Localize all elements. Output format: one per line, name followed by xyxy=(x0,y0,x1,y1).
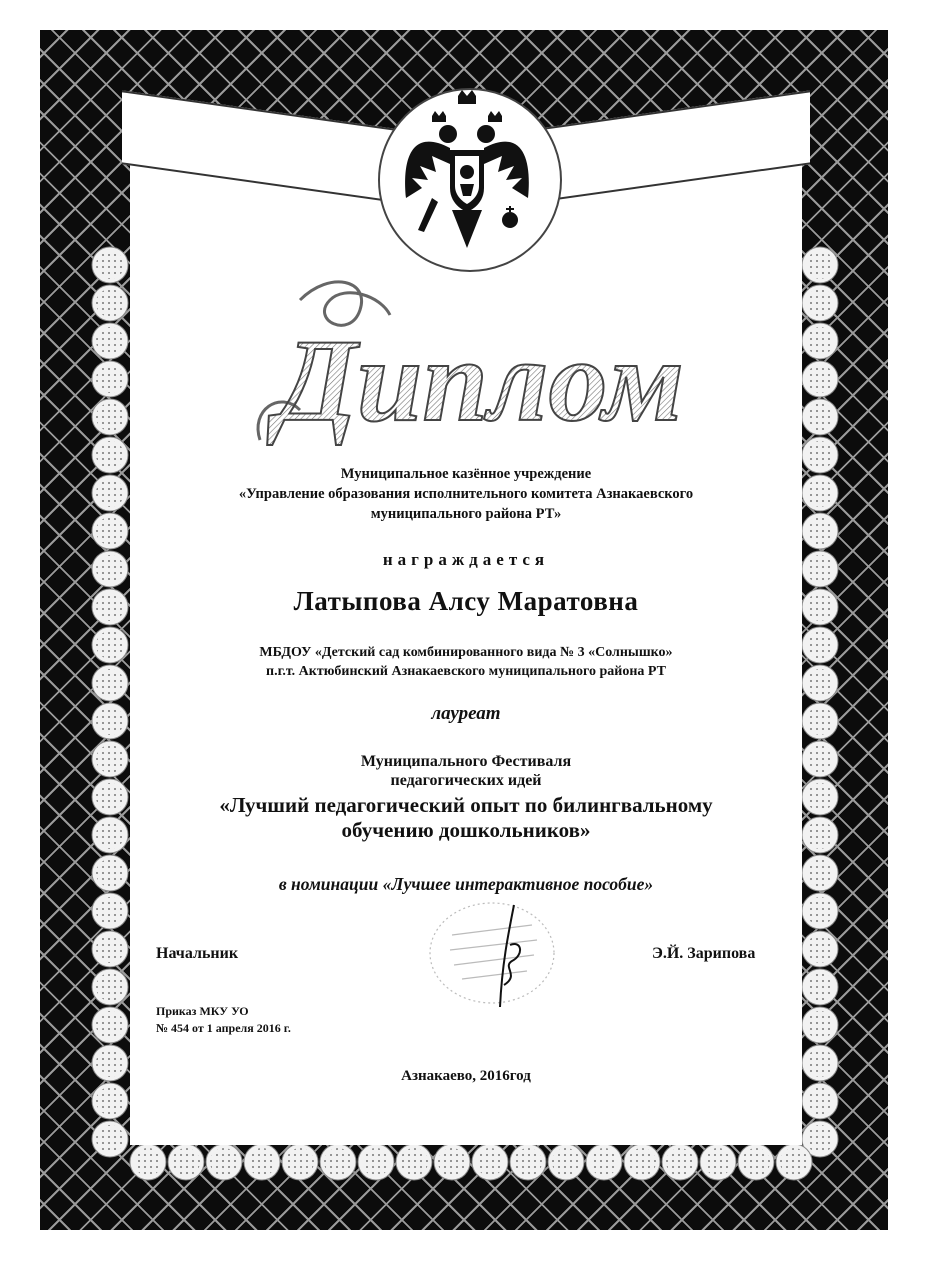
nomination: в номинации «Лучшее интерактивное пособие» xyxy=(278,874,654,894)
border-bead-pattern xyxy=(134,1148,162,1176)
border-bead-pattern xyxy=(806,897,834,925)
border-bead-pattern xyxy=(96,479,124,507)
border-bead-pattern xyxy=(806,365,834,393)
organization-line: «Управление образования исполнительного комитета Азнакаевского xyxy=(238,486,694,502)
border-bead-pattern xyxy=(96,897,124,925)
border-bead-pattern xyxy=(628,1148,656,1176)
border-bead-pattern xyxy=(806,251,834,279)
festival-line: педагогических идей xyxy=(390,772,542,789)
border-bead-pattern xyxy=(806,593,834,621)
border-bead-pattern xyxy=(96,1087,124,1115)
festival-block xyxy=(130,752,802,790)
border-bead-pattern xyxy=(806,935,834,963)
border-bead-pattern xyxy=(806,783,834,811)
border-bead-pattern xyxy=(96,973,124,1001)
festival-title-line: «Лучший педагогический опыт по билингвальному xyxy=(219,793,713,817)
border-bead-pattern xyxy=(96,289,124,317)
recipient-name: Латыпова Алсу Маратовна xyxy=(293,586,639,616)
diploma-title-art xyxy=(240,270,700,450)
border-bead-pattern xyxy=(96,821,124,849)
border-bead-pattern xyxy=(172,1148,200,1176)
border-bead-pattern xyxy=(324,1148,352,1176)
border-bead-pattern xyxy=(210,1148,238,1176)
border-bead-pattern xyxy=(806,403,834,431)
border-bead-pattern xyxy=(96,1049,124,1077)
organization-block xyxy=(130,464,802,524)
border-bead-pattern xyxy=(806,289,834,317)
stamp-and-signature xyxy=(422,895,572,1015)
festival-title xyxy=(130,793,802,843)
border-bead-pattern xyxy=(96,935,124,963)
border-bead-pattern xyxy=(806,1011,834,1039)
border-bead-pattern xyxy=(96,1125,124,1153)
border-bead-pattern xyxy=(806,1125,834,1153)
border-bead-pattern xyxy=(96,327,124,355)
border-bead-pattern xyxy=(806,479,834,507)
institution-line: МБДОУ «Детский сад комбинированного вида № 3 «Солнышко» xyxy=(259,645,673,660)
signer-position: Начальник xyxy=(156,945,239,962)
border-bead-pattern xyxy=(780,1148,808,1176)
border-bead-pattern xyxy=(514,1148,542,1176)
awarded-label: награждается xyxy=(382,550,550,569)
border-bead-pattern xyxy=(806,631,834,659)
border-bead-pattern xyxy=(806,441,834,469)
border-bead-pattern xyxy=(806,1087,834,1115)
title-art-text: Диплом xyxy=(276,315,684,446)
border-bead-pattern xyxy=(806,821,834,849)
status-label: лауреат xyxy=(431,703,501,724)
border-bead-pattern xyxy=(806,327,834,355)
border-bead-pattern xyxy=(96,745,124,773)
organization-line: Муниципальное казённое учреждение xyxy=(340,466,592,482)
order-line: Приказ МКУ УО xyxy=(156,1004,249,1018)
border-bead-pattern xyxy=(96,441,124,469)
organization-line: муниципального района РТ» xyxy=(370,506,562,522)
border-bead-pattern xyxy=(806,745,834,773)
institution-block xyxy=(130,643,802,681)
festival-title-line: обучению дошкольников» xyxy=(341,818,591,842)
double-headed-eagle-icon xyxy=(392,88,542,253)
border-bead-pattern xyxy=(806,1049,834,1077)
border-bead-pattern xyxy=(400,1148,428,1176)
border-bead-pattern xyxy=(666,1148,694,1176)
border-bead-pattern xyxy=(96,403,124,431)
border-bead-pattern xyxy=(96,517,124,545)
border-bead-pattern xyxy=(806,973,834,1001)
border-bead-pattern xyxy=(286,1148,314,1176)
border-bead-pattern xyxy=(552,1148,580,1176)
border-bead-pattern xyxy=(96,707,124,735)
order-reference xyxy=(156,1003,291,1037)
border-bead-pattern xyxy=(742,1148,770,1176)
border-bead-pattern xyxy=(96,859,124,887)
border-bead-pattern xyxy=(476,1148,504,1176)
border-bead-pattern xyxy=(96,1011,124,1039)
border-bead-pattern xyxy=(96,631,124,659)
border-bead-pattern xyxy=(96,251,124,279)
order-line: № 454 от 1 апреля 2016 г. xyxy=(156,1021,291,1035)
border-bead-pattern xyxy=(96,669,124,697)
border-bead-pattern xyxy=(96,593,124,621)
signer-name: Э.Й. Зарипова xyxy=(652,945,756,962)
festival-line: Муниципального Фестиваля xyxy=(360,753,572,770)
border-bead-pattern xyxy=(438,1148,466,1176)
institution-line: п.г.т. Актюбинский Азнакаевского муниципального района РТ xyxy=(266,664,666,679)
border-bead-pattern xyxy=(96,783,124,811)
border-bead-pattern xyxy=(362,1148,390,1176)
place-and-year: Азнакаево, 2016год xyxy=(401,1068,531,1084)
border-bead-pattern xyxy=(96,555,124,583)
border-bead-pattern xyxy=(590,1148,618,1176)
border-bead-pattern xyxy=(806,517,834,545)
border-bead-pattern xyxy=(248,1148,276,1176)
border-bead-pattern xyxy=(806,707,834,735)
border-bead-pattern xyxy=(806,669,834,697)
border-bead-pattern xyxy=(96,365,124,393)
border-bead-pattern xyxy=(806,859,834,887)
border-bead-pattern xyxy=(806,555,834,583)
border-bead-pattern xyxy=(704,1148,732,1176)
